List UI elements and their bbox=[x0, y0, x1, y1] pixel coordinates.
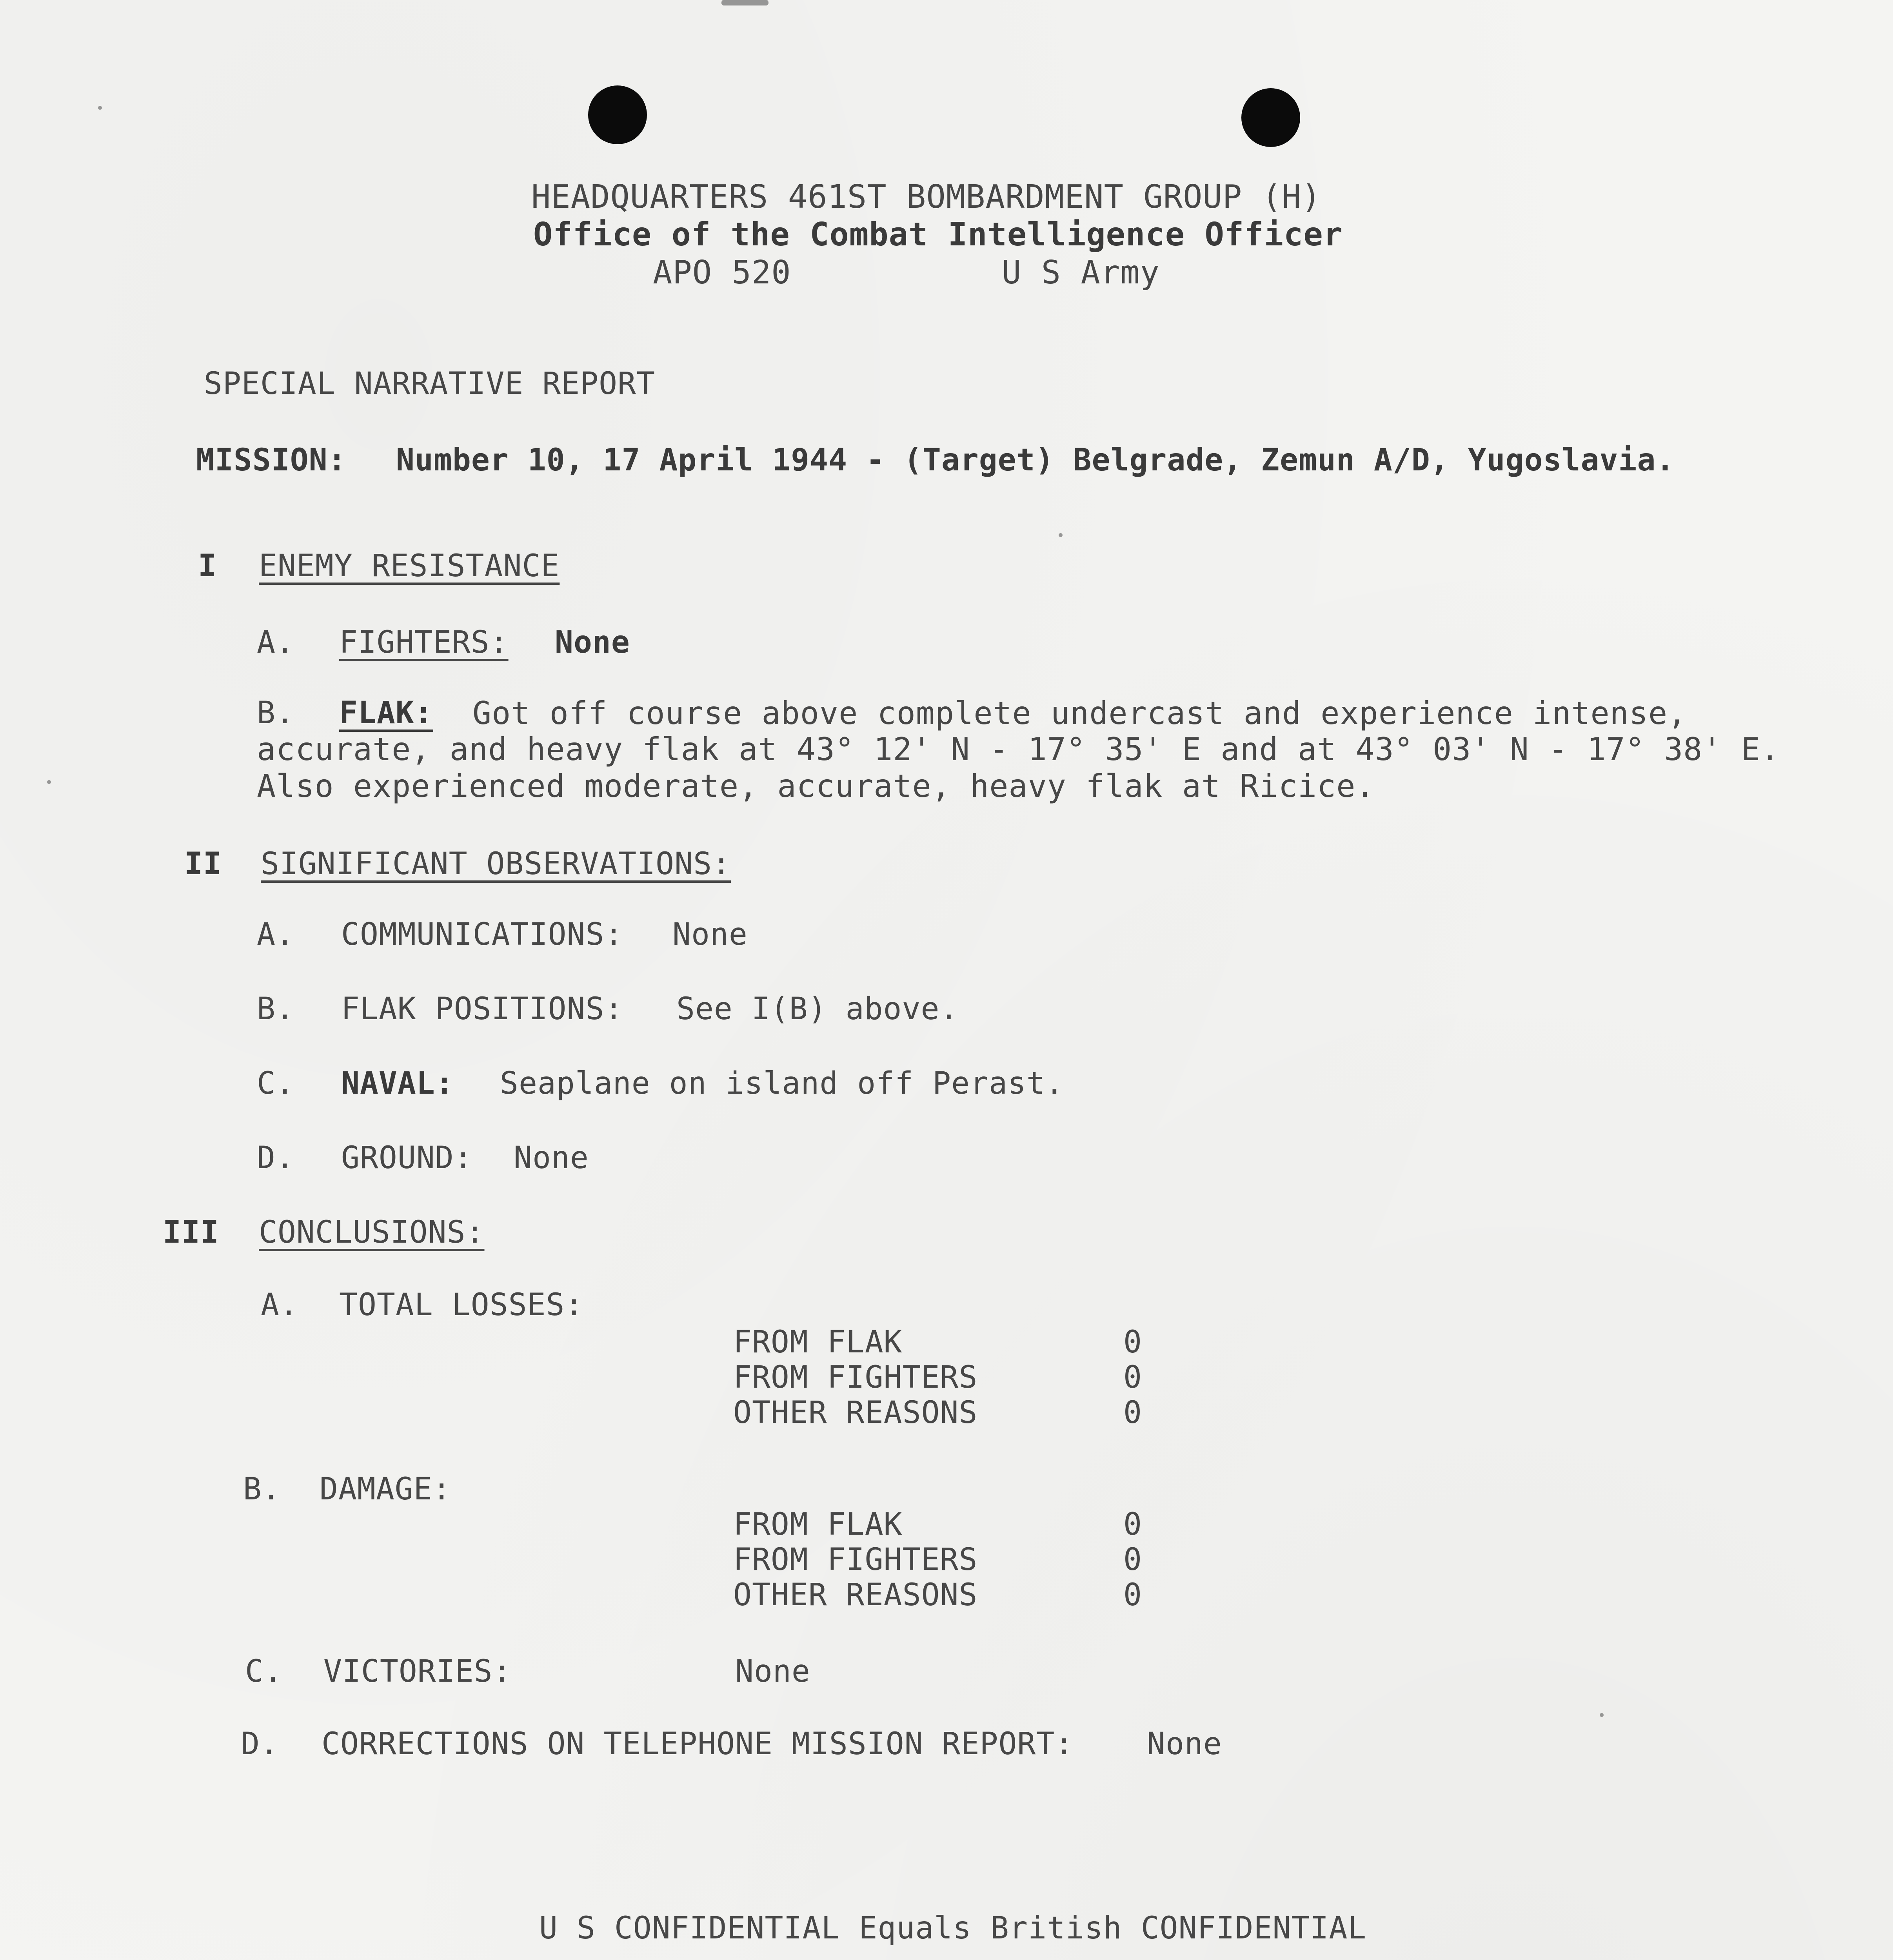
damage-row-label: FROM FIGHTERS bbox=[733, 1542, 978, 1577]
punch-hole-right bbox=[1241, 88, 1300, 147]
damage-row-value: 0 bbox=[1123, 1507, 1142, 1542]
section2-b-letter: B. bbox=[257, 991, 294, 1027]
punch-hole-left bbox=[588, 85, 647, 144]
section1-b-line3: Also experienced moderate, accurate, heavy flak at Ricice. bbox=[257, 768, 1375, 804]
section2-d-letter: D. bbox=[257, 1140, 294, 1176]
losses-row-value: 0 bbox=[1123, 1325, 1142, 1360]
victories-value: None bbox=[735, 1654, 810, 1689]
corrections-label: CORRECTIONS ON TELEPHONE MISSION REPORT: bbox=[322, 1726, 1074, 1762]
section2-a-value: None bbox=[672, 917, 748, 952]
section2-d-value: None bbox=[514, 1140, 589, 1176]
section2-c-label: NAVAL: bbox=[341, 1066, 454, 1101]
header-army: U S Army bbox=[1002, 254, 1160, 291]
section1-b-line1: Got off course above complete undercast and experience intense, bbox=[472, 695, 1687, 731]
losses-row-label: FROM FLAK bbox=[733, 1325, 903, 1360]
section2-a-letter: A. bbox=[257, 917, 294, 952]
damage-row-label: FROM FLAK bbox=[733, 1507, 903, 1542]
damage-row-value: 0 bbox=[1123, 1577, 1142, 1613]
victories-label: VICTORIES: bbox=[323, 1654, 512, 1689]
losses-row-label: FROM FIGHTERS bbox=[733, 1360, 978, 1395]
losses-row-value: 0 bbox=[1123, 1395, 1142, 1430]
losses-label: TOTAL LOSSES: bbox=[339, 1287, 584, 1323]
section2-c-letter: C. bbox=[257, 1066, 294, 1101]
section1-b-line2: accurate, and heavy flak at 43° 12' N - 17° 35' E and at 43° 03' N - 17° 38' E. bbox=[257, 731, 1780, 768]
section1-a-label: FIGHTERS: bbox=[339, 625, 509, 660]
section1-numeral: I bbox=[198, 548, 217, 584]
corrections-value: None bbox=[1147, 1726, 1222, 1762]
paper-speck bbox=[721, 0, 768, 5]
paper-speck bbox=[1600, 1713, 1604, 1717]
paper-speck bbox=[98, 106, 102, 110]
header-line2: Office of the Combat Intelligence Officer bbox=[533, 216, 1343, 253]
section2-a-label: COMMUNICATIONS: bbox=[341, 917, 623, 952]
paper-speck bbox=[1059, 533, 1063, 537]
paper-speck bbox=[47, 780, 51, 784]
losses-letter: A. bbox=[261, 1287, 298, 1323]
section2-b-value: See I(B) above. bbox=[676, 991, 959, 1027]
section2-heading: SIGNIFICANT OBSERVATIONS: bbox=[261, 846, 731, 882]
report-title: SPECIAL NARRATIVE REPORT bbox=[204, 366, 656, 401]
section1-a-letter: A. bbox=[257, 625, 294, 660]
losses-row-value: 0 bbox=[1123, 1360, 1142, 1395]
victories-letter: C. bbox=[245, 1654, 283, 1689]
confidential-footer: U S CONFIDENTIAL Equals British CONFIDENTIAL bbox=[539, 1911, 1367, 1946]
section3-numeral: III bbox=[163, 1215, 219, 1250]
damage-row-label: OTHER REASONS bbox=[733, 1577, 978, 1613]
section1-heading: ENEMY RESISTANCE bbox=[259, 548, 560, 584]
damage-letter: B. bbox=[243, 1472, 281, 1507]
section2-numeral: II bbox=[184, 846, 222, 882]
section1-b-label: FLAK: bbox=[339, 695, 433, 731]
section2-b-label: FLAK POSITIONS: bbox=[341, 991, 623, 1027]
losses-row-label: OTHER REASONS bbox=[733, 1395, 978, 1430]
header-apo: APO 520 bbox=[653, 254, 791, 291]
damage-label: DAMAGE: bbox=[320, 1472, 451, 1507]
section2-c-value: Seaplane on island off Perast. bbox=[500, 1066, 1064, 1101]
section1-a-value: None bbox=[555, 625, 630, 660]
mission-label: MISSION: bbox=[196, 443, 347, 478]
corrections-letter: D. bbox=[241, 1726, 279, 1762]
section1-b-letter: B. bbox=[257, 695, 294, 731]
section3-heading: CONCLUSIONS: bbox=[259, 1215, 485, 1250]
mission-text: Number 10, 17 April 1944 - (Target) Belgrade, Zemun A/D, Yugoslavia. bbox=[396, 443, 1675, 478]
damage-row-value: 0 bbox=[1123, 1542, 1142, 1577]
section2-d-label: GROUND: bbox=[341, 1140, 473, 1176]
header-line1: HEADQUARTERS 461ST BOMBARDMENT GROUP (H) bbox=[531, 178, 1321, 216]
